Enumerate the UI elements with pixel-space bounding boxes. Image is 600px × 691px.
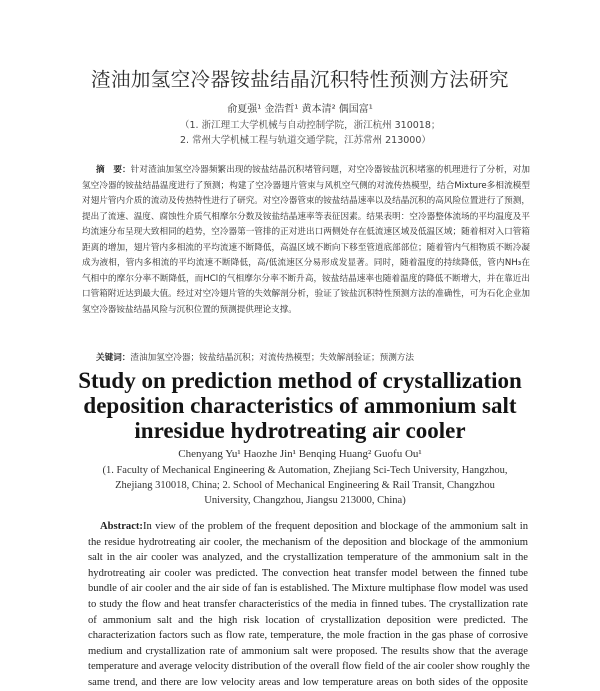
chinese-title: 渣油加氢空冷器铵盐结晶沉积特性预测方法研究 <box>91 68 509 91</box>
english-abstract-line: hydrotreating air cooler was predicted. The convection heat transfer model between the finned tube <box>88 567 528 579</box>
chinese-keywords-label: 关键词： <box>96 353 131 363</box>
english-abstract-line: Abstract:In view of the problem of the frequent deposition and blockage of the ammonium salt in <box>100 521 528 532</box>
english-abstract-line: same trend, and there are low velocity areas and low temperature areas on both sides of the opposite <box>88 676 528 688</box>
chinese-keywords-text: 渣油加氢空冷器；铵盐结晶沉积；对流传热模型；失效解剖验证；预测方法 <box>130 353 414 363</box>
chinese-abstract-text: 针对渣油加氢空冷器频繁出现的铵盐结晶沉积堵管问题，对空冷器铵盐沉积堵塞的机理进行了分析，对加氢空冷器的铵盐结晶温度进行了预测；构建了空冷器翅片管束与风机空气侧的对流传热模型，结合Mixture多相流模型对翅片管内介质的流动及传热特性进行了研究。对空冷器管束的铵盐结晶速率以及结晶沉积的高风险位置进行了预测，提出了流速、温度、腐蚀性介质气相摩尔分数及铵盐结晶速率等表征因素。结果表明：空冷器整体流场的平均温度及平均流速分布呈现大致相同的趋势，空冷器第一管排的正对进出口两侧处存在低流速区域及低温区域；随着相对入口管箱距离的增加，翅片管内多相流的平均流速不断降低，高温区域不断向下移至管道底部部位；随着管内气相物质不断冷凝成为液相，管内多相流的平均流速不断降低，高/低流速区分易形成发显著。同时，随着温度的持续降低，管内NH₃在气相中的摩尔分率不断降低，而HCl的气相摩尔分率不断升高，铵盐结晶速率也随着温度的降低不断增大，并在靠近出口管箱附近达到最大值。经过对空冷翅片管的失效解剖分析，验证了铵盐沉积特性预测方法的准确性，可为石化企业加氢空冷器铵盐结晶风险与沉积位置的预测提供理论支撑。 <box>82 165 530 315</box>
english-title-line: inresidue hydrotreating air cooler <box>134 418 466 443</box>
english-authors: Chenyang Yu¹ Haozhe Jin¹ Benqing Huang² Guofu Ou¹ <box>178 448 422 460</box>
english-abstract-line: medium and crystallization rate of ammonium salt were proposed. The results show that the average <box>88 645 528 657</box>
english-title-line: deposition characteristics of ammonium salt <box>83 393 517 418</box>
english-affiliation-line: University, Changzhou, Jiangsu 213000, China) <box>204 495 406 506</box>
english-abstract <box>88 519 528 691</box>
english-abstract-label: Abstract: <box>100 521 143 532</box>
english-abstract-line: the residue hydrotreating air cooler, the mechanism of the deposition and blockage of the ammonium <box>88 536 528 548</box>
english-abstract-line: to study the flow and heat transfer characteristics of the media in finned tubes. The crystallization rate <box>88 598 528 610</box>
chinese-keywords <box>82 351 530 367</box>
chinese-affiliation-line: （1. 浙江理工大学机械与自动控制学院，浙江杭州 310018； <box>180 120 441 131</box>
chinese-abstract <box>82 163 530 318</box>
english-affiliation-line: (1. Faculty of Mechanical Engineering & Automation, Zhejiang Sci-Tech University, Hangzhou, <box>102 465 508 476</box>
chinese-affiliation-line: 2. 常州大学机械工程与轨道交通学院，江苏常州 213000） <box>180 135 431 146</box>
english-title-line: Study on prediction method of crystallization <box>78 368 522 393</box>
english-abstract-line: salt in the air cooler was analyzed, and the crystallization temperature of the ammonium salt in the <box>88 552 528 564</box>
english-affiliation-line: Zhejiang 310018, China; 2. School of Mechanical Engineering & Rail Transit, Changzhou <box>115 480 495 491</box>
english-abstract-line: temperature and average velocity distribution of the overall flow field of the air cooler show roughly the <box>88 661 530 673</box>
english-abstract-line: of ammonium salt and the high risk location of crystallization deposition were predicted. The <box>88 614 528 626</box>
chinese-abstract-label: 摘 要： <box>96 165 131 175</box>
chinese-authors: 俞夏强¹ 金浩哲¹ 黄本清² 偶国富¹ <box>227 104 373 115</box>
english-abstract-line: bundle of air cooler and the air side of fan is established. The Mixture multiphase flow model was used <box>88 583 528 595</box>
english-abstract-line: characterization factors such as flow rate, temperature, the mole fraction in the gas phase of corrosive <box>88 630 528 642</box>
